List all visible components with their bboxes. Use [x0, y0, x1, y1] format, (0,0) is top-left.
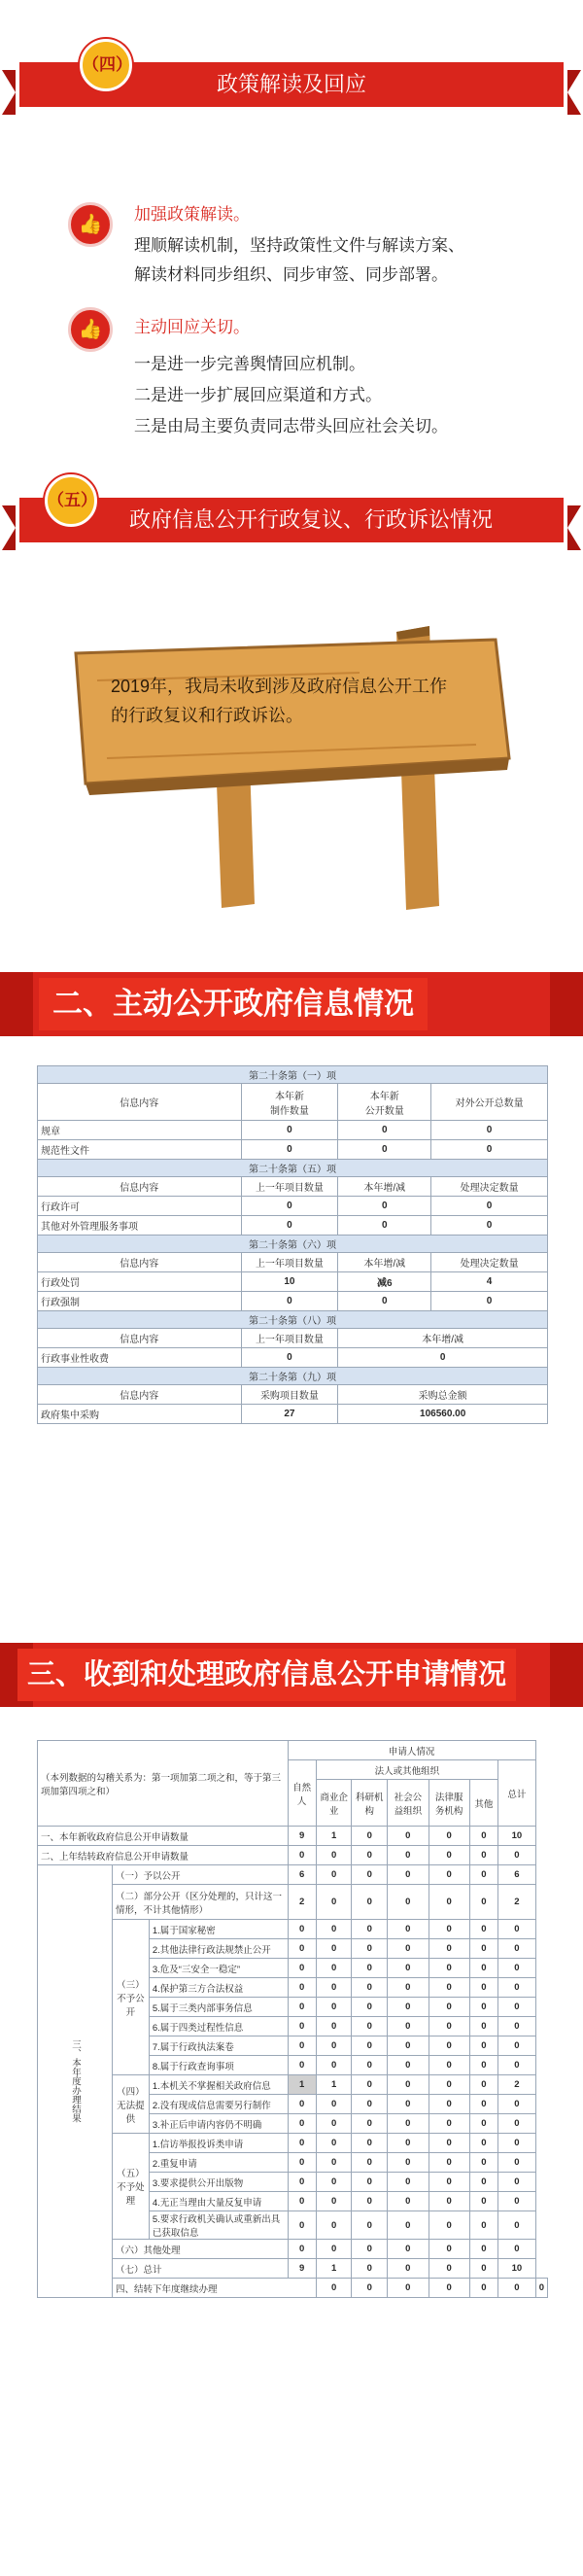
section5-badge: （五）: [45, 474, 97, 527]
value-cell: 0: [288, 2095, 316, 2114]
header-cell: 本年增/减: [338, 1253, 431, 1272]
value-cell: 1: [288, 2075, 316, 2095]
group-label: （五）不予处理: [113, 2134, 150, 2240]
value-cell: 0: [498, 1846, 536, 1865]
value-cell: 0: [316, 2134, 352, 2153]
value-cell: 0: [498, 2240, 536, 2259]
value-cell: 0: [469, 1920, 497, 1939]
header-cell: 上一年项目数量: [241, 1177, 338, 1197]
heading3-title: 三、收到和处理政府信息公开申请情况: [17, 1649, 516, 1701]
value-cell: 0: [429, 2036, 469, 2056]
signboard-text-line2: 的行政复议和行政诉讼。: [111, 706, 303, 725]
value-cell: 0: [469, 2075, 497, 2095]
value-cell: 0: [388, 2017, 429, 2036]
row-label: （一）予以公开: [113, 1865, 289, 1885]
value-cell: 0: [288, 1939, 316, 1959]
value-cell: 0: [498, 2114, 536, 2134]
value-cell: 0: [288, 2153, 316, 2173]
value-cell: 0: [429, 2114, 469, 2134]
cell: 0: [241, 1216, 338, 1236]
value-cell: 0: [388, 1939, 429, 1959]
cell: 0: [241, 1140, 338, 1160]
value-cell: 0: [316, 1978, 352, 1998]
value-cell: 0: [498, 1939, 536, 1959]
value-cell: 0: [469, 2279, 497, 2298]
value-cell: 0: [469, 1939, 497, 1959]
value-cell: 0: [352, 2173, 388, 2192]
col-header: 社会公益组织: [388, 1780, 429, 1827]
value-cell: 0: [352, 2240, 388, 2259]
section-title: 第二十条第（九）项: [38, 1368, 548, 1385]
value-cell: 0: [388, 2173, 429, 2192]
value-cell: 0: [388, 1920, 429, 1939]
col-header: 其他: [469, 1780, 497, 1827]
proactive-disclosure-table: [37, 1065, 548, 1424]
row-label: 1.本机关不掌握相关政府信息: [149, 2075, 288, 2095]
row-label: 3.补正后申请内容仍不明确: [149, 2114, 288, 2134]
value-cell: 0: [429, 1959, 469, 1978]
header-cell: 采购总金额: [338, 1385, 548, 1405]
section4-badge: （四）: [80, 39, 132, 91]
value-cell: 0: [316, 2279, 352, 2298]
value-cell: 9: [288, 2259, 316, 2279]
value-cell: 0: [469, 1978, 497, 1998]
cell: 减6: [338, 1272, 431, 1292]
value-cell: 0: [498, 2211, 536, 2240]
value-cell: 0: [388, 2036, 429, 2056]
value-cell: 0: [469, 2211, 497, 2240]
value-cell: 0: [429, 2192, 469, 2211]
natural-person-header: 自然人: [288, 1760, 316, 1827]
row-label: （七）总计: [113, 2259, 289, 2279]
cell: 10: [241, 1272, 338, 1292]
row-label: 规章: [38, 1121, 242, 1140]
header-cell: 上一年项目数量: [241, 1329, 338, 1348]
section-title: 第二十条第（一）项: [38, 1066, 548, 1084]
value-cell: 6: [498, 1865, 536, 1885]
value-cell: 0: [469, 1827, 497, 1846]
value-cell: 0: [316, 1865, 352, 1885]
header-cell: 处理决定数量: [431, 1253, 548, 1272]
cell: 0: [338, 1216, 431, 1236]
value-cell: 0: [316, 2192, 352, 2211]
cell: 0: [241, 1292, 338, 1311]
group-label: （三）不予公开: [113, 1920, 150, 2075]
value-cell: 0: [429, 1939, 469, 1959]
value-cell: 0: [429, 2211, 469, 2240]
value-cell: 0: [352, 2211, 388, 2240]
value-cell: 0: [316, 2211, 352, 2240]
value-cell: 0: [429, 2279, 469, 2298]
value-cell: 0: [469, 2240, 497, 2259]
point2-line3: 三是由局主要负责同志带头回应社会关切。: [134, 417, 448, 435]
point2-line2: 二是进一步扩展回应渠道和方式。: [134, 386, 382, 404]
value-cell: 0: [288, 2211, 316, 2240]
value-cell: 0: [352, 2075, 388, 2095]
row-label: 6.属于四类过程性信息: [149, 2017, 288, 2036]
value-cell: 0: [469, 2134, 497, 2153]
value-cell: 0: [388, 2056, 429, 2075]
col-header: 科研机构: [352, 1780, 388, 1827]
value-cell: 0: [469, 2173, 497, 2192]
note-cell: （本列数据的勾稽关系为：第一项加第二项之和，等于第三项加第四项之和）: [38, 1741, 289, 1827]
value-cell: 0: [498, 2279, 536, 2298]
value-cell: 0: [316, 1939, 352, 1959]
section4-title: 政策解读及回应: [216, 72, 366, 96]
header-cell: 信息内容: [38, 1177, 242, 1197]
col-header: 法律服务机构: [429, 1780, 469, 1827]
value-cell: 10: [498, 1827, 536, 1846]
value-cell: 0: [352, 2153, 388, 2173]
value-cell: 0: [498, 1978, 536, 1998]
row-label: 行政事业性收费: [38, 1348, 242, 1368]
value-cell: 0: [288, 1920, 316, 1939]
value-cell: 0: [352, 1827, 388, 1846]
value-cell: 0: [535, 2279, 547, 2298]
value-cell: 0: [352, 2259, 388, 2279]
value-cell: 0: [388, 2279, 429, 2298]
value-cell: 0: [429, 2095, 469, 2114]
value-cell: 0: [352, 1998, 388, 2017]
section5-title: 政府信息公开行政复议、行政诉讼情况: [128, 507, 493, 532]
value-cell: 0: [429, 2134, 469, 2153]
value-cell: 0: [388, 1959, 429, 1978]
row-label: 5.属于三类内部事务信息: [149, 1998, 288, 2017]
value-cell: 0: [288, 1959, 316, 1978]
value-cell: 0: [288, 2114, 316, 2134]
header-cell: 信息内容: [38, 1084, 242, 1121]
row-label: 其他对外管理服务事项: [38, 1216, 242, 1236]
point2-title: 主动回应关切。: [134, 318, 250, 336]
value-cell: 0: [429, 2075, 469, 2095]
row-label: 一、本年新收政府信息公开申请数量: [38, 1827, 289, 1846]
value-cell: 0: [429, 2240, 469, 2259]
value-cell: 0: [352, 1865, 388, 1885]
value-cell: 0: [288, 2192, 316, 2211]
value-cell: 0: [429, 2056, 469, 2075]
value-cell: 0: [388, 2075, 429, 2095]
value-cell: 0: [388, 1827, 429, 1846]
point2-line1: 一是进一步完善舆情回应机制。: [134, 355, 365, 373]
row-label: 4.无正当理由大量反复申请: [149, 2192, 288, 2211]
value-cell: 0: [498, 2173, 536, 2192]
value-cell: 0: [469, 1998, 497, 2017]
value-cell: 0: [469, 2153, 497, 2173]
value-cell: 0: [388, 1998, 429, 2017]
value-cell: 0: [352, 2095, 388, 2114]
header-cell: 本年新 公开数量: [338, 1084, 431, 1121]
group-label: （四）无法提供: [113, 2075, 150, 2134]
value-cell: 0: [288, 1998, 316, 2017]
cell: 0: [241, 1121, 338, 1140]
value-cell: 0: [316, 1920, 352, 1939]
point1-line2: 解读材料同步组织、同步审签、同步部署。: [134, 265, 448, 284]
value-cell: 0: [429, 2017, 469, 2036]
value-cell: 0: [388, 2114, 429, 2134]
cell: 106560.00: [338, 1405, 548, 1424]
value-cell: 6: [288, 1865, 316, 1885]
row-label: 2.其他法律行政法规禁止公开: [149, 1939, 288, 1959]
value-cell: 0: [288, 1846, 316, 1865]
row-label: 3.危及“三安全一稳定”: [149, 1959, 288, 1978]
value-cell: 0: [316, 1998, 352, 2017]
col-header: 商业企业: [316, 1780, 352, 1827]
row-label: （二）部分公开（区分处理的，只计这一情形，不计其他情形）: [113, 1885, 289, 1920]
value-cell: 0: [469, 1846, 497, 1865]
value-cell: 0: [469, 2036, 497, 2056]
value-cell: 0: [288, 2017, 316, 2036]
header-cell: 本年增/减: [338, 1329, 548, 1348]
value-cell: 0: [498, 1920, 536, 1939]
heading2-band: [0, 972, 583, 1036]
value-cell: 0: [429, 1885, 469, 1920]
header-cell: 本年增/减: [338, 1177, 431, 1197]
value-cell: 0: [469, 2114, 497, 2134]
cell: 0: [431, 1140, 548, 1160]
value-cell: 0: [429, 2259, 469, 2279]
row-label: 2.重复申请: [149, 2153, 288, 2173]
value-cell: 0: [388, 1978, 429, 1998]
value-cell: 0: [352, 1920, 388, 1939]
cell: 0: [338, 1140, 431, 1160]
application-handling-table: [37, 1740, 548, 2298]
value-cell: 0: [316, 2240, 352, 2259]
cell: 0: [338, 1121, 431, 1140]
value-cell: 10: [498, 2259, 536, 2279]
row-label: 1.信访举报投诉类申请: [149, 2134, 288, 2153]
value-cell: 0: [388, 1846, 429, 1865]
row-label: 5.要求行政机关确认或重新出具已获取信息: [149, 2211, 288, 2240]
cell: 0: [431, 1216, 548, 1236]
cell: 0: [431, 1292, 548, 1311]
value-cell: 0: [498, 1998, 536, 2017]
row-label: 1.属于国家秘密: [149, 1920, 288, 1939]
value-cell: 0: [388, 2134, 429, 2153]
value-cell: 9: [288, 1827, 316, 1846]
value-cell: 0: [429, 2173, 469, 2192]
point1-title: 加强政策解读。: [134, 205, 250, 224]
total-header: 总计: [498, 1760, 536, 1827]
header-cell: 信息内容: [38, 1329, 242, 1348]
row-label: 行政强制: [38, 1292, 242, 1311]
value-cell: 0: [288, 2134, 316, 2153]
value-cell: 0: [352, 2017, 388, 2036]
value-cell: 2: [288, 1885, 316, 1920]
row-label: 2.没有现成信息需要另行制作: [149, 2095, 288, 2114]
value-cell: 0: [316, 2036, 352, 2056]
thumbs-up-icon: 👍: [68, 202, 113, 247]
value-cell: 0: [352, 2192, 388, 2211]
header-cell: 本年新 制作数量: [241, 1084, 338, 1121]
value-cell: 0: [429, 1827, 469, 1846]
legal-entity-header: 法人或其他组织: [316, 1760, 497, 1780]
header-cell: 对外公开总数量: [431, 1084, 548, 1121]
point1-line1: 理顺解读机制，坚持政策性文件与解读方案、: [134, 236, 464, 255]
value-cell: 0: [429, 1998, 469, 2017]
value-cell: 0: [498, 2134, 536, 2153]
applicant-header: 申请人情况: [288, 1741, 535, 1760]
cell: 0: [338, 1197, 431, 1216]
header-cell: 上一年项目数量: [241, 1253, 338, 1272]
value-cell: 0: [352, 1939, 388, 1959]
value-cell: 0: [288, 1978, 316, 1998]
header-cell: 信息内容: [38, 1253, 242, 1272]
row-label: 4.保护第三方合法权益: [149, 1978, 288, 1998]
row-label: 7.属于行政执法案卷: [149, 2036, 288, 2056]
cell: 0: [241, 1348, 338, 1368]
row-label: 行政处罚: [38, 1272, 242, 1292]
cell: 0: [431, 1197, 548, 1216]
value-cell: 0: [288, 2240, 316, 2259]
value-cell: 2: [498, 2075, 536, 2095]
value-cell: 0: [352, 1978, 388, 1998]
cell: 0: [338, 1348, 548, 1368]
value-cell: 0: [429, 1920, 469, 1939]
value-cell: 0: [316, 2153, 352, 2173]
cell: 0: [431, 1121, 548, 1140]
value-cell: 0: [288, 2056, 316, 2075]
value-cell: 0: [469, 2056, 497, 2075]
heading3-band: [0, 1643, 583, 1707]
signboard-text-line1: 2019年，我局未收到涉及政府信息公开工作: [111, 677, 448, 696]
value-cell: 0: [498, 2153, 536, 2173]
value-cell: 1: [316, 1827, 352, 1846]
header-cell: 信息内容: [38, 1385, 242, 1405]
value-cell: 0: [352, 2114, 388, 2134]
value-cell: 0: [469, 2095, 497, 2114]
value-cell: 0: [316, 1846, 352, 1865]
row-label: 行政许可: [38, 1197, 242, 1216]
cell: 27: [241, 1405, 338, 1424]
value-cell: 0: [498, 2017, 536, 2036]
value-cell: 0: [388, 2211, 429, 2240]
cell: 0: [338, 1292, 431, 1311]
value-cell: 0: [469, 2192, 497, 2211]
section5-banner: [19, 498, 564, 542]
value-cell: 1: [316, 2259, 352, 2279]
value-cell: 0: [469, 1885, 497, 1920]
value-cell: 0: [352, 2279, 388, 2298]
value-cell: 0: [352, 1885, 388, 1920]
result-section-label: 三、本年度办理结果: [38, 1865, 113, 2298]
value-cell: 0: [469, 1959, 497, 1978]
value-cell: 0: [316, 2173, 352, 2192]
value-cell: 0: [316, 2114, 352, 2134]
value-cell: 0: [429, 1865, 469, 1885]
value-cell: 0: [388, 1885, 429, 1920]
value-cell: 0: [352, 2134, 388, 2153]
value-cell: 0: [316, 1885, 352, 1920]
value-cell: 0: [388, 2192, 429, 2211]
value-cell: 0: [352, 1846, 388, 1865]
heading2-title: 二、主动公开政府信息情况: [39, 978, 428, 1030]
value-cell: 0: [498, 2056, 536, 2075]
row-label: 规范性文件: [38, 1140, 242, 1160]
value-cell: 0: [352, 2056, 388, 2075]
row-label: 二、上年结转政府信息公开申请数量: [38, 1846, 289, 1865]
value-cell: 0: [388, 2153, 429, 2173]
value-cell: 0: [498, 1959, 536, 1978]
value-cell: 0: [316, 1959, 352, 1978]
value-cell: 0: [498, 2036, 536, 2056]
value-cell: 0: [429, 1846, 469, 1865]
value-cell: 0: [388, 1865, 429, 1885]
row-label: 四、结转下年度继续办理: [113, 2279, 317, 2298]
value-cell: 0: [469, 2017, 497, 2036]
row-label: 3.要求提供公开出版物: [149, 2173, 288, 2192]
value-cell: 0: [498, 2095, 536, 2114]
thumbs-up-icon: 👍: [68, 307, 113, 352]
value-cell: 0: [388, 2240, 429, 2259]
row-label: （六）其他处理: [113, 2240, 289, 2259]
cell: 0: [241, 1197, 338, 1216]
value-cell: 0: [469, 1865, 497, 1885]
cell: 4: [431, 1272, 548, 1292]
value-cell: 0: [316, 2095, 352, 2114]
value-cell: 1: [316, 2075, 352, 2095]
section-title: 第二十条第（八）项: [38, 1311, 548, 1329]
section-title: 第二十条第（五）项: [38, 1160, 548, 1177]
row-label: 8.属于行政查询事项: [149, 2056, 288, 2075]
value-cell: 0: [316, 2056, 352, 2075]
value-cell: 0: [316, 2017, 352, 2036]
value-cell: 0: [429, 1978, 469, 1998]
wooden-signboard: [68, 612, 525, 914]
value-cell: 2: [498, 1885, 536, 1920]
value-cell: 0: [352, 1959, 388, 1978]
row-label: 政府集中采购: [38, 1405, 242, 1424]
value-cell: 0: [388, 2095, 429, 2114]
section-title: 第二十条第（六）项: [38, 1236, 548, 1253]
header-cell: 采购项目数量: [241, 1385, 338, 1405]
value-cell: 0: [429, 2153, 469, 2173]
value-cell: 0: [469, 2259, 497, 2279]
value-cell: 0: [388, 2259, 429, 2279]
value-cell: 0: [288, 2173, 316, 2192]
header-cell: 处理决定数量: [431, 1177, 548, 1197]
value-cell: 0: [352, 2036, 388, 2056]
value-cell: 0: [498, 2192, 536, 2211]
value-cell: 0: [288, 2036, 316, 2056]
